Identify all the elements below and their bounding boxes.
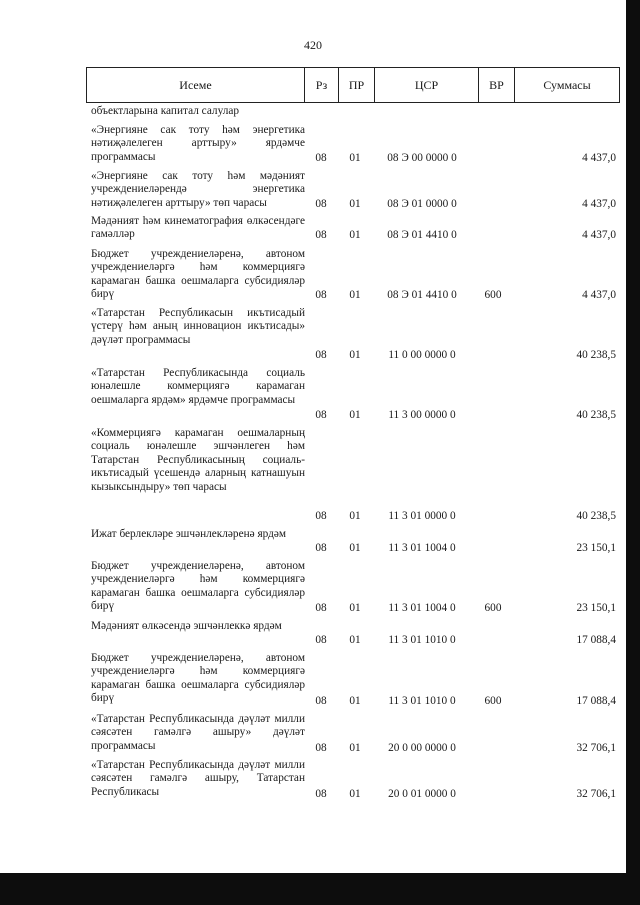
row-pr: 01 xyxy=(349,348,361,361)
row-csr: 11 3 01 0000 0 xyxy=(388,509,456,522)
row-pr: 01 xyxy=(349,633,361,646)
row-csr: 20 0 00 0000 0 xyxy=(388,741,456,754)
header-sum: Суммасы xyxy=(543,77,591,92)
row-csr: 08 Э 01 0000 0 xyxy=(387,197,457,210)
row-pr: 01 xyxy=(349,197,361,210)
row-pr: 01 xyxy=(349,741,361,754)
header-pr: ПР xyxy=(339,68,375,102)
row-vr: 600 xyxy=(484,288,502,301)
row-rz: 08 xyxy=(315,348,327,361)
row-pr: 01 xyxy=(349,509,361,522)
row-sum: 17 088,4 xyxy=(576,633,616,646)
row-name: Бюджет учреждениеләренә, автоном учреждениеләргә һәм коммерциягә карамаган башка оешмаларга субсидияләр бирү xyxy=(91,560,305,613)
scan-border-bottom xyxy=(0,873,640,905)
row-pr: 01 xyxy=(349,228,361,241)
header-rz: Рз xyxy=(305,68,339,102)
row-sum: 23 150,1 xyxy=(576,541,616,554)
row-sum: 4 437,0 xyxy=(582,151,616,164)
header-csr: ЦСР xyxy=(375,68,479,102)
row-sum: 23 150,1 xyxy=(576,601,616,614)
row-pr: 01 xyxy=(349,694,361,707)
row-csr: 11 0 00 0000 0 xyxy=(388,348,456,361)
row-name: Бюджет учреждениеләренә, автоном учреждениеләргә һәм коммерциягә карамаган башка оешмаларга субсидияләр бирү xyxy=(91,248,305,301)
row-name: «Татарстан Республикасында дәүләт милли сәясәтен гамәлгә ашыру, Татарстан Республикасы xyxy=(91,759,305,798)
row-rz: 08 xyxy=(315,288,327,301)
row-sum: 40 238,5 xyxy=(576,348,616,361)
row-name: «Энергияне сак тоту һәм энергетика нәтиҗәлелеген арттыру» ярдәмче программасы xyxy=(91,124,305,163)
row-rz: 08 xyxy=(315,541,327,554)
row-rz: 08 xyxy=(315,509,327,522)
row-csr: 11 3 01 1010 0 xyxy=(388,694,456,707)
row-pr: 01 xyxy=(349,288,361,301)
row-csr: 08 Э 01 4410 0 xyxy=(387,228,457,241)
row-name: Мәдәният һәм кинематография өлкәсендәге гамәлләр xyxy=(91,215,305,241)
row-rz: 08 xyxy=(315,741,327,754)
row-name: «Татарстан Республикасында дәүләт милли сәясәтен гамәлгә ашыру» дәүләт программасы xyxy=(91,713,305,752)
row-rz: 08 xyxy=(315,787,327,800)
row-csr: 08 Э 01 4410 0 xyxy=(387,288,457,301)
row-sum: 4 437,0 xyxy=(582,228,616,241)
row-csr: 11 3 01 1004 0 xyxy=(388,541,456,554)
header-name: Исеме xyxy=(87,68,305,102)
row-pr: 01 xyxy=(349,408,361,421)
row-sum: 17 088,4 xyxy=(576,694,616,707)
row-pr: 01 xyxy=(349,151,361,164)
row-name: «Коммерциягә карамаган оешмаларның социаль юнәлешле эшчәнлеген һәм Татарстан Республикасының социаль-икътисадый үсешендә аларның катнашуын кызыксындыру» төп чарасы xyxy=(91,427,305,493)
row-rz: 08 xyxy=(315,197,327,210)
table-header xyxy=(86,67,620,103)
scan-border-right xyxy=(626,0,640,905)
row-csr: 11 3 00 0000 0 xyxy=(388,408,456,421)
page-number: 420 xyxy=(304,38,322,52)
row-sum: 4 437,0 xyxy=(582,197,616,210)
row-name: «Энергияне сак тоту һәм мәдәният учреждениеләрендә энергетика нәтиҗәлелеген арттыру» төп чарасы xyxy=(91,170,305,209)
row-csr: 11 3 01 1010 0 xyxy=(388,633,456,646)
row-vr: 600 xyxy=(484,601,502,614)
row-vr: 600 xyxy=(484,694,502,707)
row-csr: 08 Э 00 0000 0 xyxy=(387,151,457,164)
row-name: Ижат берлекләре эшчәнлекләренә ярдәм xyxy=(91,528,287,540)
row-sum: 40 238,5 xyxy=(576,408,616,421)
row-rz: 08 xyxy=(315,601,327,614)
row-name: Бюджет учреждениеләренә, автоном учреждениеләргә һәм коммерциягә карамаган башка оешмаларга субсидияләр бирү xyxy=(91,652,305,705)
row-pr: 01 xyxy=(349,601,361,614)
row-name: «Татарстан Республикасын икътисадый үстерү һәм аның инновацион икътисады» дәүләт программасы xyxy=(91,307,305,346)
row-sum: 40 238,5 xyxy=(576,509,616,522)
header-vr: ВР xyxy=(479,68,515,102)
row-pr: 01 xyxy=(349,541,361,554)
row-rz: 08 xyxy=(315,694,327,707)
row-rz: 08 xyxy=(315,633,327,646)
row-sum: 4 437,0 xyxy=(582,288,616,301)
row-pr: 01 xyxy=(349,787,361,800)
row-name: «Татарстан Республикасында социаль юнәлешле коммерциягә карамаган оешмаларга ярдәм» ярдәмче программасы xyxy=(91,367,305,406)
row-name: объектларына капитал салулар xyxy=(91,105,240,117)
row-rz: 08 xyxy=(315,408,327,421)
row-rz: 08 xyxy=(315,151,327,164)
row-sum: 32 706,1 xyxy=(576,741,616,754)
row-rz: 08 xyxy=(315,228,327,241)
row-csr: 20 0 01 0000 0 xyxy=(388,787,456,800)
row-csr: 11 3 01 1004 0 xyxy=(388,601,456,614)
row-name: Мәдәният өлкәсендә эшчәнлеккә ярдәм xyxy=(91,620,282,632)
row-sum: 32 706,1 xyxy=(576,787,616,800)
